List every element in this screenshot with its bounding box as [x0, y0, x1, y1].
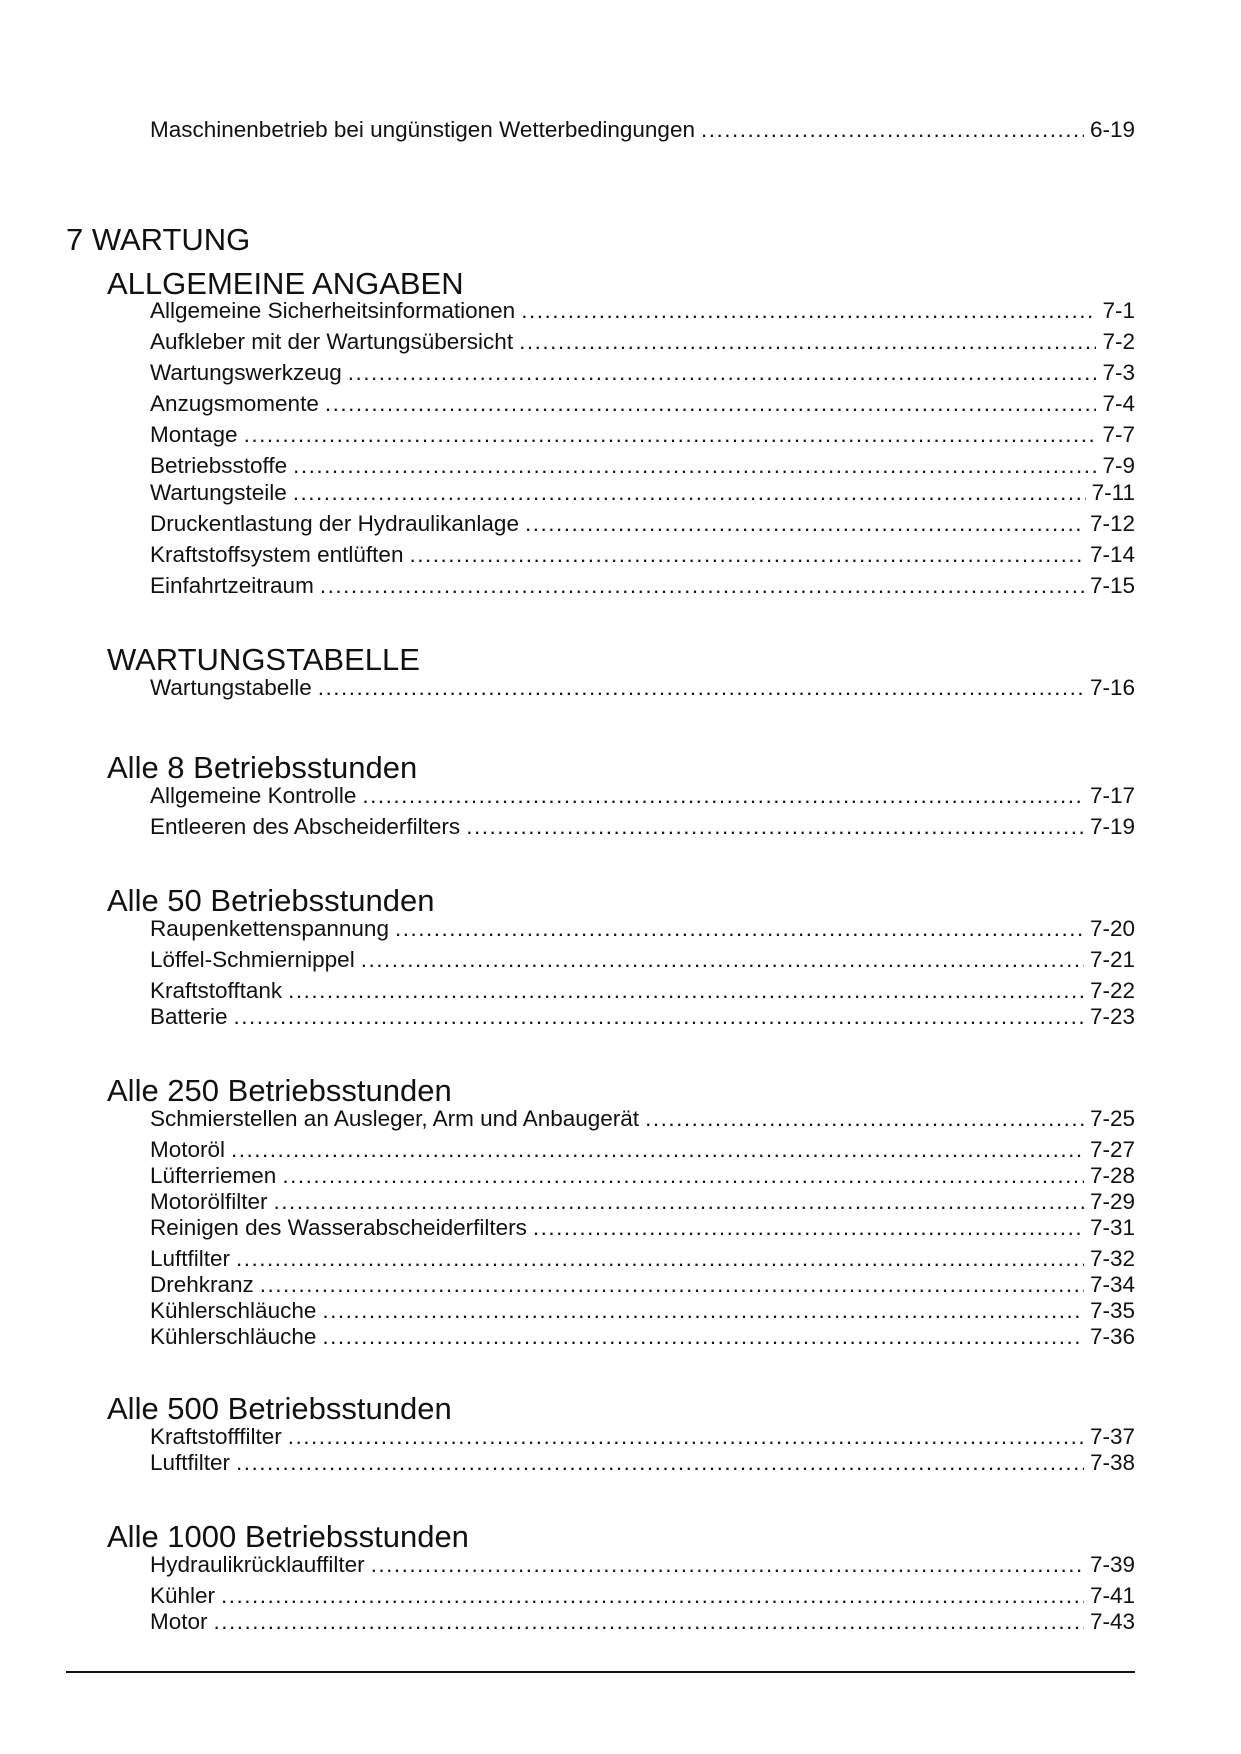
toc-entry-label: Hydraulikrücklauffilter: [150, 1552, 365, 1577]
toc-entry-page: 7-2: [1102, 329, 1135, 354]
toc-entry[interactable]: [150, 1214, 1135, 1242]
toc-entry-label: Aufkleber mit der Wartungsübersicht: [150, 329, 514, 354]
toc-entry[interactable]: [150, 915, 1135, 943]
dot-leader: [348, 359, 1097, 387]
dot-leader: [293, 479, 1086, 507]
toc-entry-page: 7-4: [1102, 391, 1135, 416]
footer-divider: [66, 1671, 1135, 1673]
toc-entry[interactable]: [150, 1608, 1135, 1636]
dot-leader: [521, 297, 1096, 325]
toc-entry-page: 7-15: [1089, 573, 1135, 598]
toc-entry-page: 6-19: [1089, 117, 1135, 142]
toc-entry-page: 7-29: [1089, 1189, 1135, 1214]
dot-leader: [361, 946, 1084, 974]
section-heading: Alle 8 Betriebsstunden: [107, 750, 418, 785]
toc-entry[interactable]: [150, 1003, 1135, 1031]
toc-entry[interactable]: [150, 1105, 1135, 1133]
toc-entry[interactable]: [150, 1136, 1135, 1164]
toc-entry-label: Druckentlastung der Hydraulikanlage: [150, 511, 519, 536]
toc-entry-label: Wartungsteile: [150, 480, 287, 505]
toc-entry-page: 7-11: [1091, 480, 1135, 505]
toc-entry-page: 7-20: [1089, 916, 1135, 941]
toc-entry-label: Einfahrtzeitraum: [150, 573, 314, 598]
dot-leader: [221, 1582, 1084, 1610]
toc-entry-page: 7-27: [1089, 1137, 1135, 1162]
toc-entry[interactable]: [150, 297, 1135, 325]
toc-entry-label: Maschinenbetrieb bei ungünstigen Wetterbedingungen: [150, 117, 695, 142]
toc-entry[interactable]: [150, 977, 1135, 1005]
dot-leader: [325, 390, 1097, 418]
dot-leader: [274, 1188, 1084, 1216]
toc-entry-label: Allgemeine Sicherheitsinformationen: [150, 298, 516, 323]
toc-entry-page: 7-7: [1102, 422, 1135, 447]
toc-entry-label: Motoröl: [150, 1137, 226, 1162]
dot-leader: [234, 1003, 1084, 1031]
toc-entry-page: 7-32: [1089, 1246, 1135, 1271]
section-heading: Alle 50 Betriebsstunden: [107, 883, 435, 918]
toc-entry-page: 7-34: [1089, 1272, 1135, 1297]
toc-entry-label: Betriebsstoffe: [150, 453, 288, 478]
dot-leader: [244, 421, 1097, 449]
toc-entry[interactable]: [150, 421, 1135, 449]
dot-leader: [525, 510, 1084, 538]
toc-entry-page: 7-31: [1089, 1215, 1135, 1240]
section-heading: Alle 1000 Betriebsstunden: [107, 1519, 469, 1554]
toc-entry-page: 7-39: [1089, 1552, 1135, 1577]
dot-leader: [231, 1136, 1084, 1164]
toc-entry-label: Motorölfilter: [150, 1189, 268, 1214]
toc-entry[interactable]: [150, 1245, 1135, 1273]
dot-leader: [320, 572, 1084, 600]
dot-leader: [362, 782, 1084, 810]
toc-entry-label: Luftfilter: [150, 1246, 231, 1271]
toc-entry-label: Kraftstofffilter: [150, 1424, 282, 1449]
section-heading: WARTUNGSTABELLE: [107, 642, 420, 677]
toc-entry[interactable]: [150, 510, 1135, 538]
toc-entry[interactable]: [150, 390, 1135, 418]
dot-leader: [395, 915, 1084, 943]
toc-entry-label: Wartungswerkzeug: [150, 360, 342, 385]
toc-entry[interactable]: [150, 1582, 1135, 1610]
toc-entry-label: Anzugsmomente: [150, 391, 319, 416]
toc-entry-page: 7-36: [1089, 1324, 1135, 1349]
toc-entry-page: 7-41: [1089, 1583, 1135, 1608]
dot-leader: [322, 1297, 1084, 1325]
toc-entry[interactable]: [150, 1323, 1135, 1351]
toc-entry-page: 7-1: [1102, 298, 1135, 323]
toc-entry-label: Kühler: [150, 1583, 216, 1608]
toc-entry[interactable]: [150, 328, 1135, 356]
toc-entry-page: 7-28: [1089, 1163, 1135, 1188]
dot-leader: [533, 1214, 1084, 1242]
toc-entry[interactable]: [150, 674, 1135, 702]
toc-entry-label: Motor: [150, 1609, 208, 1634]
toc-entry-page: 7-14: [1089, 542, 1135, 567]
toc-entry[interactable]: [150, 1188, 1135, 1216]
toc-entry-label: Kühlerschläuche: [150, 1298, 317, 1323]
dot-leader: [282, 1162, 1084, 1190]
toc-entry[interactable]: [150, 782, 1135, 810]
toc-entry-page: 7-9: [1102, 453, 1135, 478]
toc-entry[interactable]: [150, 1271, 1135, 1299]
toc-entry[interactable]: [150, 452, 1135, 480]
dot-leader: [519, 328, 1096, 356]
toc-entry-label: Kraftstoffsystem entlüften: [150, 542, 404, 567]
toc-entry[interactable]: [150, 813, 1135, 841]
toc-entry-page: 7-37: [1089, 1424, 1135, 1449]
dot-leader: [318, 674, 1084, 702]
toc-entry[interactable]: [150, 1297, 1135, 1325]
toc-entry[interactable]: [150, 1162, 1135, 1190]
section-heading: ALLGEMEINE ANGABEN: [107, 266, 464, 301]
toc-entry-page: 7-38: [1089, 1450, 1135, 1475]
toc-entry[interactable]: [150, 1423, 1135, 1451]
toc-entry-page: 7-17: [1089, 783, 1135, 808]
dot-leader: [260, 1271, 1084, 1299]
dot-leader: [466, 813, 1084, 841]
toc-entry-label: Kraftstofftank: [150, 978, 283, 1003]
dot-leader: [214, 1608, 1084, 1636]
toc-entry-label: Raupenkettenspannung: [150, 916, 389, 941]
dot-leader: [371, 1551, 1084, 1579]
toc-entry-label: Batterie: [150, 1004, 228, 1029]
dot-leader: [288, 1423, 1084, 1451]
toc-entry-page: 7-43: [1089, 1609, 1135, 1634]
toc-entry-page: 7-16: [1089, 675, 1135, 700]
toc-entry[interactable]: [150, 541, 1135, 569]
toc-entry-page: 7-22: [1089, 978, 1135, 1003]
toc-entry[interactable]: [150, 116, 1135, 144]
toc-entry-page: 7-25: [1089, 1106, 1135, 1131]
section-heading: Alle 250 Betriebsstunden: [107, 1073, 452, 1108]
toc-entry-page: 7-35: [1089, 1298, 1135, 1323]
toc-entry[interactable]: [150, 359, 1135, 387]
dot-leader: [293, 452, 1096, 480]
toc-entry[interactable]: [150, 1551, 1135, 1579]
toc-entry-label: Lüfterriemen: [150, 1163, 277, 1188]
dot-leader: [236, 1245, 1084, 1273]
dot-leader: [701, 116, 1084, 144]
dot-leader: [645, 1105, 1084, 1133]
toc-entry[interactable]: [150, 572, 1135, 600]
toc-entry[interactable]: [150, 1449, 1135, 1477]
toc-entry-label: Wartungstabelle: [150, 675, 312, 700]
toc-entry-label: Drehkranz: [150, 1272, 254, 1297]
toc-entry-page: 7-12: [1089, 511, 1135, 536]
toc-entry-label: Entleeren des Abscheiderfilters: [150, 814, 461, 839]
toc-entry-label: Luftfilter: [150, 1450, 231, 1475]
toc-entry-label: Reinigen des Wasserabscheiderfilters: [150, 1215, 527, 1240]
toc-entry-page: 7-3: [1102, 360, 1135, 385]
dot-leader: [236, 1449, 1084, 1477]
toc-entry-page: 7-21: [1089, 947, 1135, 972]
toc-entry[interactable]: [150, 479, 1135, 507]
toc-entry-label: Löffel-Schmiernippel: [150, 947, 355, 972]
toc-entry-label: Kühlerschläuche: [150, 1324, 317, 1349]
toc-entry-label: Allgemeine Kontrolle: [150, 783, 357, 808]
toc-entry[interactable]: [150, 946, 1135, 974]
dot-leader: [322, 1323, 1084, 1351]
dot-leader: [288, 977, 1084, 1005]
toc-entry-label: Montage: [150, 422, 238, 447]
toc-entry-label: Schmierstellen an Ausleger, Arm und Anbaugerät: [150, 1106, 640, 1131]
chapter-title: 7 WARTUNG: [66, 222, 251, 257]
toc-entry-page: 7-23: [1089, 1004, 1135, 1029]
section-heading: Alle 500 Betriebsstunden: [107, 1391, 452, 1426]
toc-entry-page: 7-19: [1089, 814, 1135, 839]
dot-leader: [409, 541, 1083, 569]
